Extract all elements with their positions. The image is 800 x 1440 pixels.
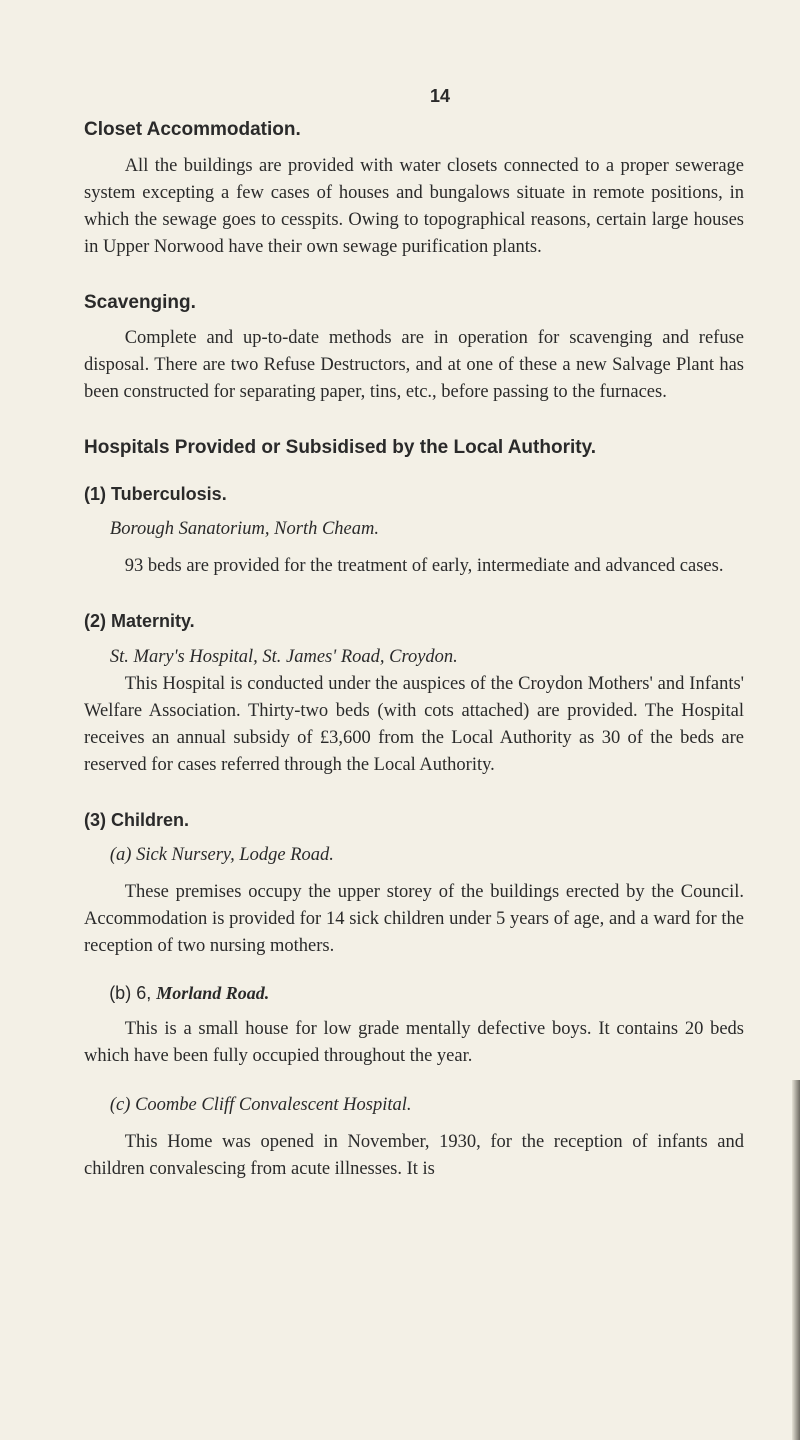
maternity-place: St. Mary's Hospital, St. James' Road, Croydon. bbox=[109, 646, 458, 667]
children-b-title bbox=[84, 982, 744, 1005]
page-edge-shadow bbox=[792, 1080, 800, 1440]
children-b-place: Morland Road. bbox=[156, 983, 270, 1004]
children-a-body: These premises occupy the upper storey of the buildings erected by the Council. Accommodation is provided for 14 sick children under 5 years of age, and a ward for the reception of two nursing mothers. bbox=[84, 882, 744, 957]
hospitals-heading: Hospitals Provided or Subsidised by the Local Authority. bbox=[84, 437, 597, 459]
children-c-body: This Home was opened in November, 1930, for the reception of infants and children convalescing from acute illnesses. It is bbox=[84, 1131, 744, 1179]
tuberculosis-body: 93 beds are provided for the treatment of early, intermediate and advanced cases. bbox=[124, 556, 724, 577]
page-content bbox=[84, 118, 744, 1183]
children-c-place: Coombe Cliff Convalescent Hospital. bbox=[135, 1094, 412, 1115]
scavenging-heading: Scavenging. bbox=[84, 291, 196, 313]
children-b-number: 6, bbox=[136, 983, 152, 1004]
children-c-title bbox=[84, 1092, 744, 1119]
maternity-heading: (2) Maternity. bbox=[84, 611, 195, 632]
tuberculosis-heading: (1) Tuberculosis. bbox=[84, 484, 227, 505]
children-heading: (3) Children. bbox=[84, 809, 190, 830]
closet-heading: Closet Accommodation. bbox=[84, 119, 301, 140]
closet-body: All the buildings are provided with water closets connected to a proper sewerage system excepting a few cases of houses and bungalows situate in remote positions, in which the sewage goes to cesspits. Owing to topographical reasons, certain large houses in Upper Norwood have their own sewage purification plants. bbox=[84, 155, 744, 257]
children-a-place: Sick Nursery, Lodge Road. bbox=[136, 845, 334, 866]
tuberculosis-place: Borough Sanatorium, North Cheam. bbox=[109, 519, 380, 540]
children-c-label: (c) bbox=[109, 1094, 131, 1115]
children-b-body: This is a small house for low grade mentally defective boys. It contains 20 beds which have been fully occupied throughout the year. bbox=[84, 1018, 744, 1066]
maternity-body: This Hospital is conducted under the auspices of the Croydon Mothers' and Infants' Welfare Association. Thirty-two beds (with cots attached) are provided. The Hospital receives an annual subsidy of £3,600 from the Local Authority as 30 of the beds are reserved for cases referred through the Local Authority. bbox=[84, 673, 744, 775]
scavenging-body: Complete and up-to-date methods are in operation for scavenging and refuse disposal. There are two Refuse Destructors, and at one of these a new Salvage Plant has been constructed for separating paper, tins, etc., before passing to the furnaces. bbox=[84, 328, 744, 403]
children-b-label: (b) bbox=[109, 983, 132, 1004]
children-a-label: (a) bbox=[109, 845, 132, 866]
children-a-title bbox=[84, 842, 744, 869]
page-number: 14 bbox=[429, 86, 451, 106]
